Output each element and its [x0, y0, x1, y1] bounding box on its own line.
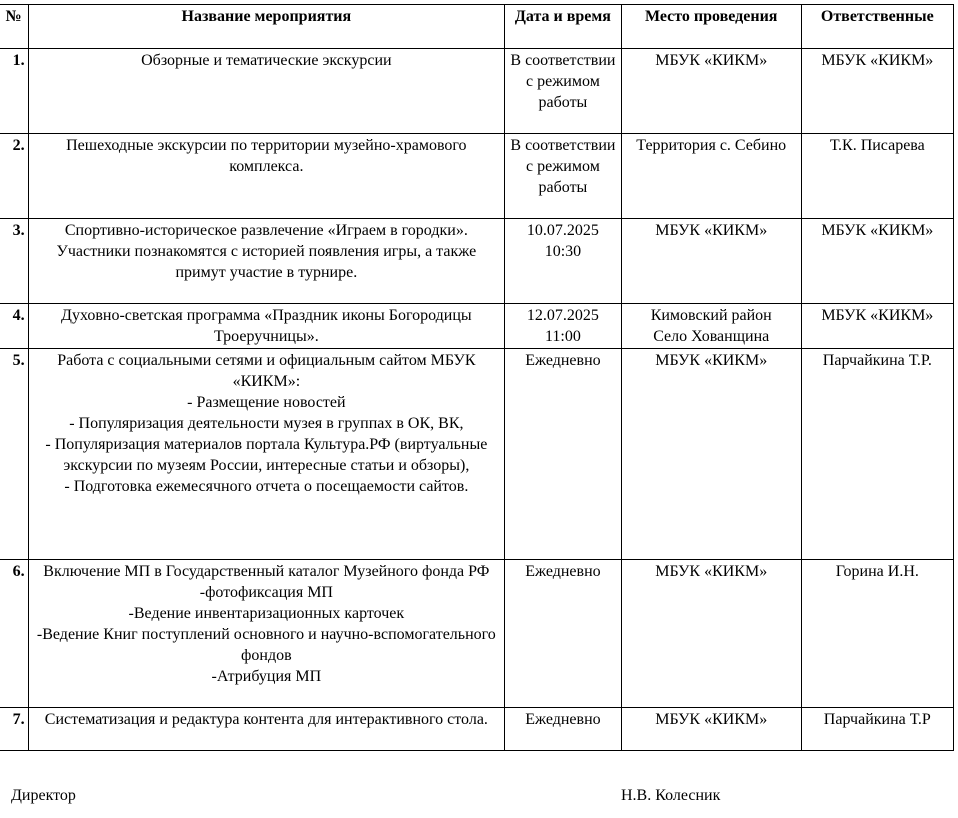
- cell-name: [28, 708, 504, 751]
- row-number: 6.: [0, 560, 28, 708]
- cell-place: [621, 304, 801, 349]
- row-number: 1.: [0, 49, 28, 134]
- cell-place: [621, 49, 801, 134]
- cell-place: [621, 219, 801, 304]
- cell-date: [505, 219, 622, 304]
- cell-responsible-line: Т.К. Писарева: [829, 137, 925, 154]
- cell-name: [28, 560, 504, 708]
- cell-responsible: [801, 349, 953, 560]
- table-row: [0, 708, 954, 751]
- cell-date: [505, 349, 622, 560]
- cell-date: [505, 49, 622, 134]
- cell-date: [505, 560, 622, 708]
- cell-date: [505, 134, 622, 219]
- table-row: [0, 219, 954, 304]
- cell-name-line: Включение МП в Государственный каталог Музейного фонда РФ: [43, 563, 490, 580]
- cell-name-line: -Ведение инвентаризационных карточек: [128, 605, 405, 622]
- footer-signatory: Н.В. Колесник: [621, 787, 721, 804]
- cell-name-line: -Атрибуция МП: [211, 668, 322, 685]
- header-name: Название мероприятия: [28, 5, 504, 49]
- cell-place: [621, 349, 801, 560]
- cell-name-line: - Подготовка ежемесячного отчета о посещаемости сайтов.: [64, 478, 469, 495]
- table-header-row: [0, 5, 954, 49]
- cell-place: [621, 560, 801, 708]
- cell-responsible: [801, 560, 953, 708]
- cell-date-line: В соответствии с режимом работы: [510, 52, 616, 111]
- cell-name-line: Обзорные и тематические экскурсии: [141, 52, 392, 69]
- cell-place-line: МБУК «КИКМ»: [655, 563, 768, 580]
- cell-date-line: Ежедневно: [525, 711, 601, 728]
- cell-name-line: - Популяризация деятельности музея в группах в ОК, ВК,: [69, 415, 464, 432]
- cell-name-line: - Размещение новостей: [187, 394, 346, 411]
- cell-place: [621, 708, 801, 751]
- cell-date-line: Ежедневно: [525, 563, 601, 580]
- events-table: [0, 4, 954, 751]
- cell-name-line: - Популяризация материалов портала Культура.РФ (виртуальные экскурсии по музеям России, интересные статьи и обзоры),: [45, 436, 488, 474]
- cell-place-line: Территория с. Себино: [636, 137, 787, 154]
- cell-name-line: Систематизация и редактура контента для интерактивного стола.: [44, 711, 488, 728]
- cell-name: [28, 134, 504, 219]
- cell-place-line: МБУК «КИКМ»: [655, 222, 768, 239]
- cell-place-line: МБУК «КИКМ»: [655, 352, 768, 369]
- cell-name: [28, 304, 504, 349]
- cell-responsible-line: МБУК «КИКМ»: [821, 307, 934, 324]
- cell-responsible: [801, 304, 953, 349]
- table-row: [0, 304, 954, 349]
- cell-place: [621, 134, 801, 219]
- cell-date: [505, 708, 622, 751]
- row-number: 2.: [0, 134, 28, 219]
- cell-date-line: 12.07.2025: [526, 307, 599, 324]
- cell-responsible-line: Парчайкина Т.Р.: [822, 352, 932, 369]
- table-row: [0, 349, 954, 560]
- cell-date: [505, 304, 622, 349]
- cell-responsible-line: Горина И.Н.: [835, 563, 919, 580]
- table-row: [0, 560, 954, 708]
- cell-name-line: Пешеходные экскурсии по территории музейно-храмового комплекса.: [66, 137, 467, 175]
- header-place: Место проведения: [621, 5, 801, 49]
- header-date: Дата и время: [505, 5, 622, 49]
- cell-responsible: [801, 219, 953, 304]
- cell-name-line: Работа с социальными сетями и официальным сайтом МБУК «КИКМ»:: [57, 352, 476, 390]
- cell-name: [28, 219, 504, 304]
- cell-date-line: 11:00: [545, 328, 581, 345]
- cell-responsible: [801, 708, 953, 751]
- cell-date-line: 10.07.2025: [526, 222, 599, 239]
- cell-place-line: Село Хованщина: [653, 328, 770, 345]
- cell-place-line: МБУК «КИКМ»: [655, 52, 768, 69]
- cell-date-line: Ежедневно: [525, 352, 601, 369]
- cell-name: [28, 49, 504, 134]
- cell-name-line: Спортивно-историческое развлечение «Играем в городки».: [64, 222, 468, 239]
- cell-responsible: [801, 134, 953, 219]
- cell-name-line: -Ведение Книг поступлений основного и научно-вспомогательного фондов: [36, 626, 496, 664]
- row-number: 5.: [0, 349, 28, 560]
- cell-name-line: Участники познакомятся с историей появления игры, а также примут участие в турнире.: [56, 243, 477, 281]
- cell-responsible-line: МБУК «КИКМ»: [821, 52, 934, 69]
- cell-responsible-line: Парчайкина Т.Р: [823, 711, 931, 728]
- cell-date-line: В соответствии с режимом работы: [510, 137, 616, 196]
- row-number: 3.: [0, 219, 28, 304]
- header-responsible: Ответственные: [801, 5, 953, 49]
- cell-responsible: [801, 49, 953, 134]
- cell-name: [28, 349, 504, 560]
- cell-name-line: -фотофиксация МП: [199, 584, 333, 601]
- cell-place-line: МБУК «КИКМ»: [655, 711, 768, 728]
- footer-position: Директор: [11, 787, 76, 804]
- table-row: [0, 49, 954, 134]
- cell-responsible-line: МБУК «КИКМ»: [821, 222, 934, 239]
- row-number: 7.: [0, 708, 28, 751]
- cell-place-line: Кимовский район: [650, 307, 772, 324]
- header-num: №: [0, 5, 28, 49]
- table-row: [0, 134, 954, 219]
- cell-name-line: Духовно-светская программа «Праздник иконы Богородицы Троеручницы».: [61, 307, 472, 345]
- cell-date-line: 10:30: [544, 243, 582, 260]
- row-number: 4.: [0, 304, 28, 349]
